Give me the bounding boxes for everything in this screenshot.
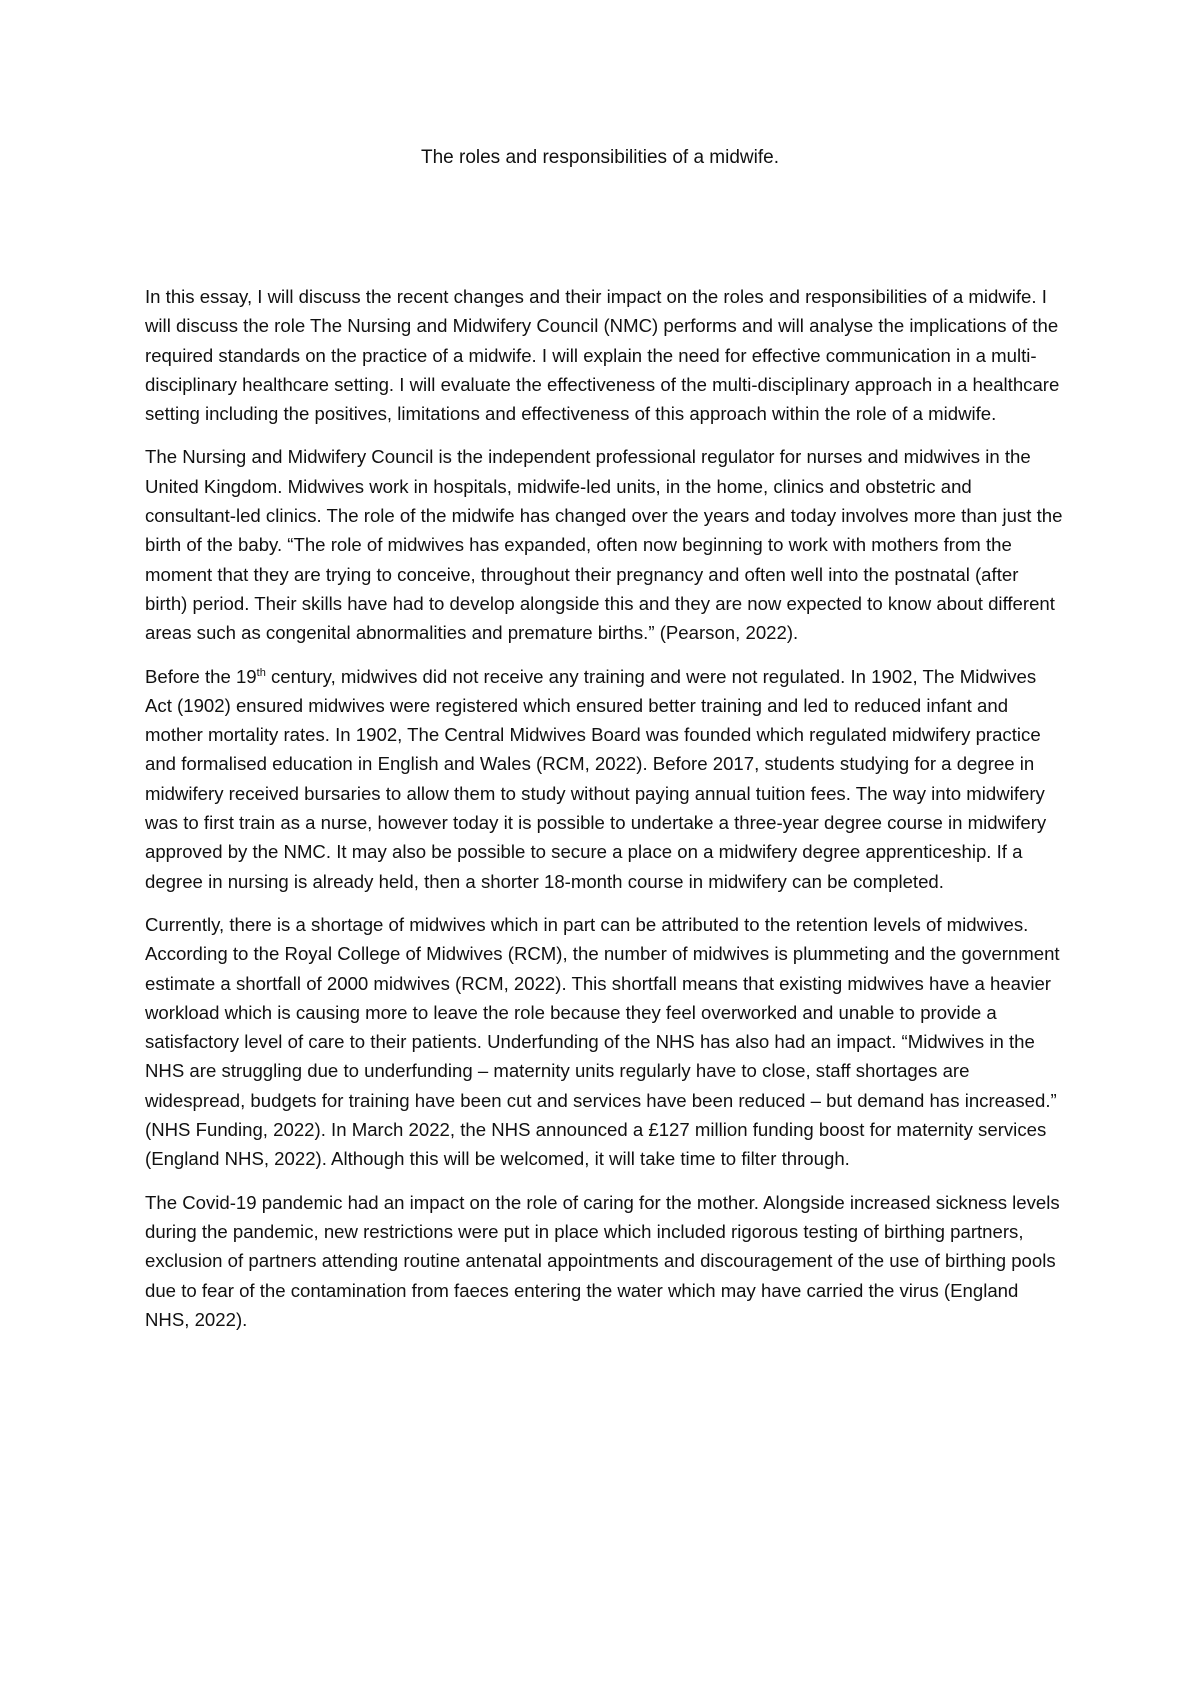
paragraph-nmc-role: The Nursing and Midwifery Council is the independent professional regulator for nurses and midwives in the United Kingdom. Midwives work in hospitals, midwife-led units, in the home, clinics and obstetric and consultant-led clinics. The role of the midwife has changed over the years and today involves more than just the birth of the baby. “The role of midwives has expanded, often now beginning to work with mothers from the moment that they are trying to conceive, throughout their pregnancy and often well into the postnatal (after birth) period. Their skills have had to develop alongside this and they are now expected to know about different areas such as congenital abnormalities and premature births.” (Pearson, 2022). <box>145 446 1063 644</box>
document-body <box>145 282 1065 1348</box>
superscript-ordinal: th <box>256 666 266 679</box>
paragraph-covid: The Covid-19 pandemic had an impact on the role of caring for the mother. Alongside increased sickness levels during the pandemic, new restrictions were put in place which included rigorous testing of birthing partners, exclusion of partners attending routine antenatal appointments and discouragement of the use of birthing pools due to fear of the contamination from faeces entering the water which may have carried the virus (England NHS, 2022). <box>145 1191 1060 1330</box>
paragraph-shortage: Currently, there is a shortage of midwives which in part can be attributed to the retention levels of midwives. According to the Royal College of Midwives (RCM), the number of midwives is plummeting and the government estimate a shortfall of 2000 midwives (RCM, 2022). This shortfall means that existing midwives have a heavier workload which is causing more to leave the role because they feel overworked and unable to provide a satisfactory level of care to their patients. Underfunding of the NHS has also had an impact. “Midwives in the NHS are struggling due to underfunding – maternity units regularly have to close, staff shortages are widespread, budgets for training have been cut and services have been reduced – but demand has increased.” (NHS Funding, 2022). In March 2022, the NHS announced a £127 million funding boost for maternity services (England NHS, 2022). Although this will be welcomed, it will take time to filter through. <box>145 913 1060 1170</box>
paragraph-history-start: Before the 19 <box>145 665 257 687</box>
paragraph-history-rest: century, midwives did not receive any training and were not regulated. In 1902, The Midwives Act (1902) ensured midwives were registered which ensured better training and led to reduced infant and mother mortality rates. In 1902, The Central Midwives Board was founded which regulated midwifery practice and formalised education in English and Wales (RCM, 2022). Before 2017, students studying for a degree in midwifery received bursaries to allow them to study without paying annual tuition fees. The way into midwifery was to first train as a nurse, however today it is possible to undertake a three-year degree course in midwifery approved by the NMC. It may also be possible to secure a place on a midwifery degree apprenticeship. If a degree in nursing is already held, then a shorter 18-month course in midwifery can be completed. <box>145 665 1047 892</box>
paragraph-history <box>145 662 1065 896</box>
document-title: The roles and responsibilities of a midwife. <box>420 147 779 168</box>
paragraph-introduction: In this essay, I will discuss the recent changes and their impact on the roles and responsibilities of a midwife. I will discuss the role The Nursing and Midwifery Council (NMC) performs and will analyse the implications of the required standards on the practice of a midwife. I will explain the need for effective communication in a multi-disciplinary healthcare setting. I will evaluate the effectiveness of the multi-disciplinary approach in a healthcare setting including the positives, limitations and effectiveness of this approach within the role of a midwife. <box>145 286 1060 425</box>
